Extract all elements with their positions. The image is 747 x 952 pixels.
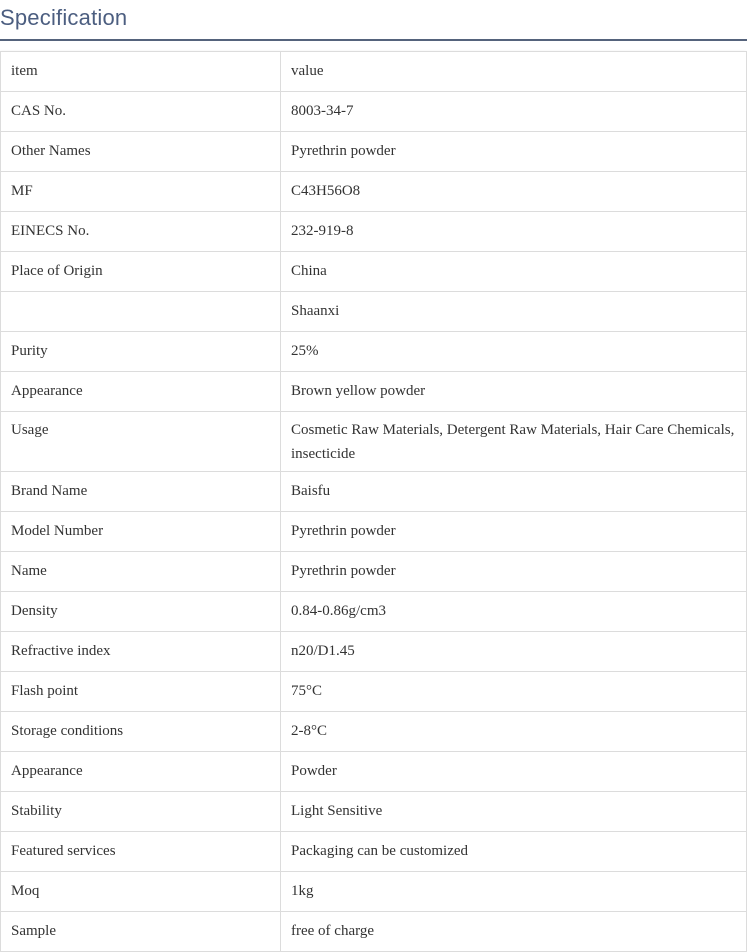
table-cell-item: Density [1,592,281,632]
table-row [1,372,747,412]
table-cell-item: Other Names [1,132,281,172]
table-cell-value: Brown yellow powder [281,372,747,412]
table-cell-value: 232-919-8 [281,212,747,252]
specification-table [0,51,747,952]
table-cell-value: Pyrethrin powder [281,512,747,552]
table-row [1,472,747,512]
table-cell-value: Pyrethrin powder [281,132,747,172]
table-row [1,132,747,172]
table-cell-value: Light Sensitive [281,792,747,832]
table-cell-value: Shaanxi [281,292,747,332]
table-cell-value: 8003-34-7 [281,92,747,132]
table-row [1,252,747,292]
table-cell-value: Cosmetic Raw Materials, Detergent Raw Materials, Hair Care Chemicals, insecticide [281,412,747,472]
table-row-header [1,52,747,92]
table-cell-value: Pyrethrin powder [281,552,747,592]
table-cell-item: Refractive index [1,632,281,672]
table-cell-item: Brand Name [1,472,281,512]
table-row [1,672,747,712]
table-cell-item: Name [1,552,281,592]
table-row [1,292,747,332]
table-row [1,872,747,912]
table-cell-item: Sample [1,912,281,952]
table-cell-value: 25% [281,332,747,372]
table-cell-value: 1kg [281,872,747,912]
page-title: Specification [0,5,128,30]
table-cell-item: Model Number [1,512,281,552]
table-cell-value: 75°C [281,672,747,712]
table-cell-item: item [1,52,281,92]
title-divider [0,39,747,41]
table-cell-item: Usage [1,412,281,472]
table-row [1,712,747,752]
table-row [1,792,747,832]
table-cell-value: n20/D1.45 [281,632,747,672]
table-cell-item: Storage conditions [1,712,281,752]
table-cell-value: free of charge [281,912,747,952]
table-row [1,92,747,132]
table-row [1,632,747,672]
table-cell-item: Appearance [1,372,281,412]
table-cell-item: Purity [1,332,281,372]
table-cell-item: Moq [1,872,281,912]
table-row [1,212,747,252]
table-row [1,332,747,372]
table-cell-value: China [281,252,747,292]
table-cell-item: Place of Origin [1,252,281,292]
table-row [1,172,747,212]
table-cell-value: 2-8°C [281,712,747,752]
table-row [1,592,747,632]
table-cell-value: Baisfu [281,472,747,512]
table-row [1,412,747,472]
table-cell-value: Packaging can be customized [281,832,747,872]
table-row [1,512,747,552]
table-row [1,752,747,792]
table-cell-item: EINECS No. [1,212,281,252]
table-cell-value: 0.84-0.86g/cm3 [281,592,747,632]
table-cell-item: MF [1,172,281,212]
table-row [1,552,747,592]
table-cell-value: C43H56O8 [281,172,747,212]
table-cell-item: Featured services [1,832,281,872]
table-cell-item: Stability [1,792,281,832]
table-row [1,912,747,952]
table-cell-item: Flash point [1,672,281,712]
table-cell-value: Powder [281,752,747,792]
table-cell-value: value [281,52,747,92]
table-cell-item: CAS No. [1,92,281,132]
specification-table-container [0,51,746,952]
table-cell-item [1,292,281,332]
table-cell-item: Appearance [1,752,281,792]
